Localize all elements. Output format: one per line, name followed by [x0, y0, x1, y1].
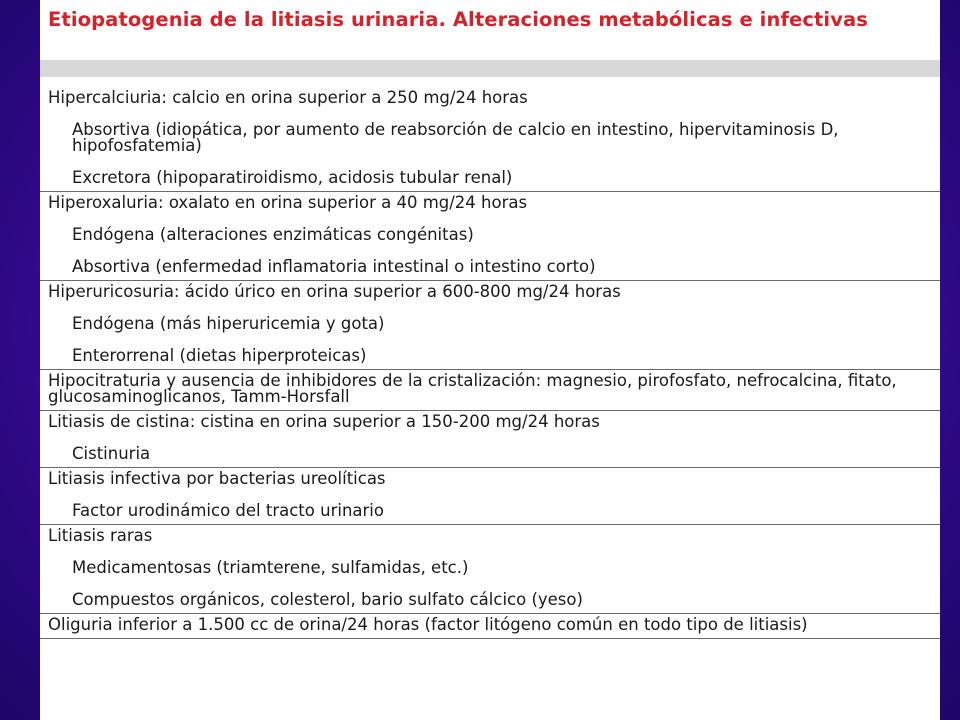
category-heading: Hiperuricosuria: ácido úrico en orina superior a 600-800 mg/24 horas	[48, 282, 621, 301]
sub-item-text: Factor urodinámico del tracto urinario	[72, 501, 384, 520]
table-row-group	[40, 87, 940, 192]
table-title: Etiopatogenia de la litiasis urinaria. Alteraciones metabólicas e infectivas	[48, 8, 868, 31]
table-row-group	[40, 281, 940, 370]
category-heading: Hipercalciuria: calcio en orina superior a 250 mg/24 horas	[48, 88, 528, 107]
sub-item-text: Endógena (alteraciones enzimáticas congénitas)	[72, 225, 474, 244]
category-heading: Litiasis de cistina: cistina en orina superior a 150-200 mg/24 horas	[48, 412, 600, 431]
sub-item-text: Absortiva (idiopática, por aumento de reabsorción de calcio en intestino, hipervitaminosis D, hipofosfatemia)	[72, 120, 839, 155]
category-heading: Litiasis infectiva por bacterias ureolíticas	[48, 469, 386, 488]
category-heading: Litiasis raras	[48, 526, 153, 545]
table-row-group	[40, 192, 940, 281]
sub-item-text: Excretora (hipoparatiroidismo, acidosis tubular renal)	[72, 168, 513, 187]
table-row-group	[40, 370, 940, 411]
sub-item-text: Enterorrenal (dietas hiperproteicas)	[72, 346, 367, 365]
table-row-group	[40, 525, 940, 614]
table-slide	[40, 0, 940, 720]
sub-item-text: Cistinuria	[72, 444, 151, 463]
sub-item-text: Compuestos orgánicos, colesterol, bario sulfato cálcico (yeso)	[72, 590, 583, 609]
category-heading: Hiperoxaluria: oxalato en orina superior a 40 mg/24 horas	[48, 193, 528, 212]
header-band	[40, 60, 940, 77]
table-body	[40, 87, 940, 639]
sub-item-text: Medicamentosas (triamterene, sulfamidas, etc.)	[72, 558, 469, 577]
sub-item-text: Endógena (más hiperuricemia y gota)	[72, 314, 385, 333]
category-heading: Oliguria inferior a 1.500 cc de orina/24 horas (factor litógeno común en todo tipo de litiasis)	[48, 615, 808, 634]
table-row-group	[40, 614, 940, 639]
table-row-group	[40, 411, 940, 468]
table-row-group	[40, 468, 940, 525]
category-heading: Hipocitraturia y ausencia de inhibidores de la cristalización: magnesio, pirofosfato, nefrocalcina, fitato, glucosaminoglicanos, Tamm-Horsfall	[48, 371, 897, 406]
sub-item-text: Absortiva (enfermedad inflamatoria intestinal o intestino corto)	[72, 257, 596, 276]
